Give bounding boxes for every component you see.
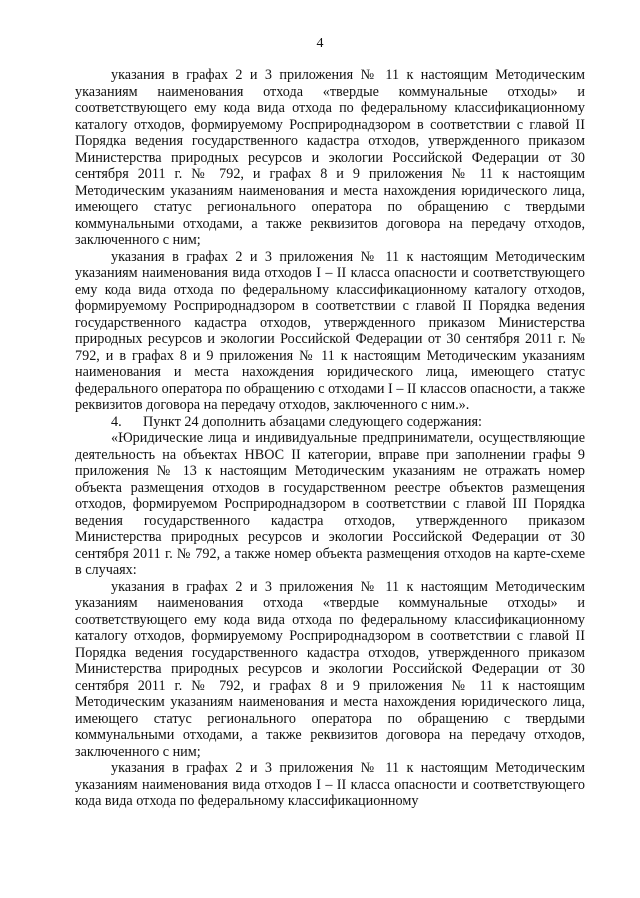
list-item-number: 4. (111, 413, 122, 430)
document-body (75, 67, 585, 810)
paragraph-2: указания в графах 2 и 3 приложения № 11 к настоящим Методическим указаниям наименования вида отходов I – II класса опасности и соответствующего ему кода вида отхода по федеральному классификационному каталогу отходов, формируемому Росприроднадзором в соответствии с главой II Порядка ведения государственного кадастра отходов, утвержденного приказом Министерства природных ресурсов и экологии Российской Федерации от 30 сентября 2011 г. № 792, и в графах 8 и 9 приложения № 11 к настоящим Методическим указаниям наименования и места нахождения юридического лица, имеющего статус федерального оператора по обращению с отходами I – II классов опасности, а также реквизитов договора на передачу отходов, заключенного с ним.». (75, 248, 585, 413)
paragraph-3: «Юридические лица и индивидуальные предприниматели, осуществляющие деятельность на объектах НВОС II категории, вправе при заполнении графы 9 приложения № 13 к настоящим Методическим указаниям не отражать номер объекта размещения отходов в государственном реестре объектов размещения отходов, формируемом Росприроднадзором в соответствии с главой III Порядка ведения государственного кадастра отходов, утвержденного приказом Министерства природных ресурсов и экологии Российской Федерации от 30 сентября 2011 г. № 792, а также номер объекта размещения отходов на карте-схеме в случаях: (75, 430, 585, 578)
paragraph-5: указания в графах 2 и 3 приложения № 11 к настоящим Методическим указаниям наименования вида отходов I – II класса опасности и соответствующего кода вида отхода по федеральному классификационному (75, 760, 585, 809)
list-item-text: Пункт 24 дополнить абзацами следующего содержания: (143, 413, 482, 430)
page-number: 4 (316, 36, 324, 51)
paragraph-1: указания в графах 2 и 3 приложения № 11 к настоящим Методическим указаниям наименования отхода «твердые коммунальные отходы» и соответствующего ему кода вида отхода по федеральному классификационному каталогу отходов, формируемому Росприроднадзором в соответствии с главой II Порядка ведения государственного кадастра отходов, утвержденного приказом Министерства природных ресурсов и экологии Российской Федерации от 30 сентября 2011 г. № 792, и графах 8 и 9 приложения № 11 к настоящим Методическим указаниям наименования и места нахождения юридического лица, имеющего статус регионального оператора по обращению с твердыми коммунальными отходами, а также реквизитов договора на передачу отходов, заключенного с ним; (75, 67, 585, 248)
paragraph-4: указания в графах 2 и 3 приложения № 11 к настоящим Методическим указаниям наименования отхода «твердые коммунальные отходы» и соответствующего ему кода вида отхода по федеральному классификационному каталогу отходов, формируемому Росприроднадзором в соответствии с главой II Порядка ведения государственного кадастра отходов, утвержденного приказом Министерства природных ресурсов и экологии Российской Федерации от 30 сентября 2011 г. № 792, и графах 8 и 9 приложения № 11 к настоящим Методическим указаниям наименования и места нахождения юридического лица, имеющего статус регионального оператора по обращению с твердыми коммунальными отходами, а также реквизитов договора на передачу отходов, заключенного с ним; (75, 578, 585, 760)
list-item-4 (75, 414, 585, 431)
